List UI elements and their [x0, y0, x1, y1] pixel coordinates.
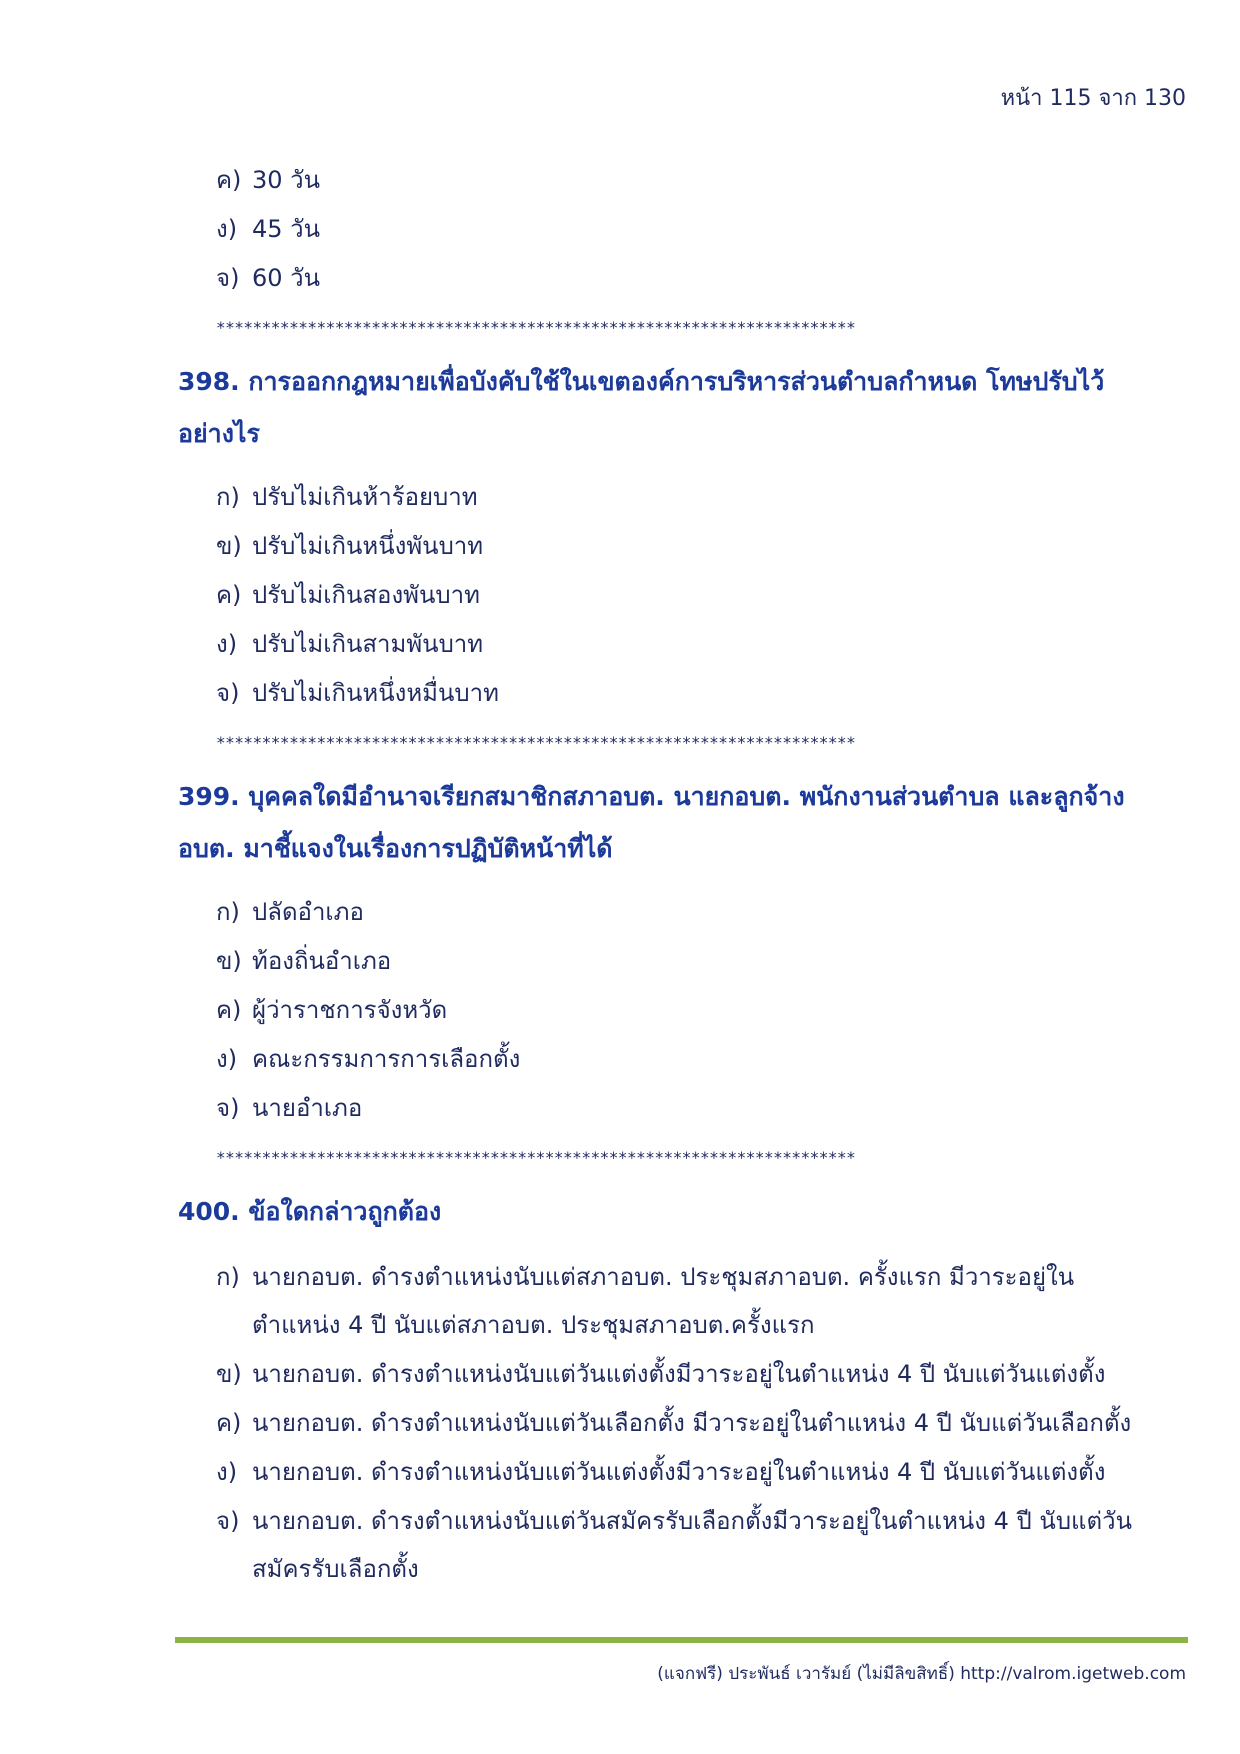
q400-choice-a: [216, 1253, 1186, 1349]
question-399-line1: 399. บุคคลใดมีอำนาจเรียกสมาชิกสภาอบต. นายกอบต. พนักงานส่วนตำบล และลูกจ้าง: [178, 782, 1125, 811]
choice-letter: ข): [216, 947, 242, 975]
choice-letter: ข): [216, 532, 242, 560]
choice-text: ปรับไม่เกินสามพันบาท: [252, 630, 484, 658]
q399-choice-b: [216, 937, 1186, 985]
question-400-line1: 400. ข้อใดกล่าวถูกต้อง: [178, 1197, 442, 1226]
question-400: [178, 1186, 1188, 1238]
choice-letter: ง): [216, 1458, 238, 1486]
q398-choice-d: [216, 620, 1186, 668]
separator: **********************************************************************: [216, 318, 856, 337]
choice-text-continued: ตำแหน่ง 4 ปี นับแต่สภาอบต. ประชุมสภาอบต.ครั้งแรก: [252, 1311, 815, 1339]
question-398-line1: 398. การออกกฎหมายเพื่อบังคับใช้ในเขตองค์การบริหารส่วนตำบลกำหนด โทษปรับไว้: [178, 367, 1105, 396]
q398-choice-c: [216, 571, 1186, 619]
q397-choice-c: [216, 156, 1186, 204]
question-398-line2: อย่างไร: [178, 419, 260, 448]
choice-text: คณะกรรมการการเลือกตั้ง: [252, 1045, 521, 1073]
choice-letter: ง): [216, 215, 238, 243]
choice-letter: ค): [216, 166, 242, 194]
choice-letter: ค): [216, 996, 242, 1024]
choice-text: นายอำเภอ: [252, 1094, 363, 1122]
page-number: หน้า 115 จาก 130: [1000, 86, 1186, 111]
choice-text: ปรับไม่เกินห้าร้อยบาท: [252, 483, 478, 511]
choice-letter: ง): [216, 630, 238, 658]
choice-text: ปรับไม่เกินหนึ่งหมื่นบาท: [252, 679, 499, 707]
choice-text: นายกอบต. ดำรงตำแหน่งนับแต่สภาอบต. ประชุมสภาอบต. ครั้งแรก มีวาระอยู่ใน: [252, 1263, 1075, 1291]
question-398: [178, 356, 1188, 460]
q399-choice-a: [216, 888, 1186, 936]
q398-choice-e: [216, 669, 1186, 717]
q400-choice-b: [216, 1350, 1186, 1398]
choice-text: นายกอบต. ดำรงตำแหน่งนับแต่วันแต่งตั้งมีวาระอยู่ในตำแหน่ง 4 ปี นับแต่วันแต่งตั้ง: [252, 1458, 1106, 1486]
separator: **********************************************************************: [216, 733, 856, 752]
choice-text: ท้องถิ่นอำเภอ: [252, 947, 392, 975]
choice-letter: ก): [216, 1263, 240, 1291]
choice-text-continued: สมัครรับเลือกตั้ง: [252, 1555, 419, 1583]
separator: **********************************************************************: [216, 1148, 856, 1167]
q399-choice-d: [216, 1035, 1186, 1083]
choice-text: นายกอบต. ดำรงตำแหน่งนับแต่วันแต่งตั้งมีวาระอยู่ในตำแหน่ง 4 ปี นับแต่วันแต่งตั้ง: [252, 1360, 1106, 1388]
choice-text: นายกอบต. ดำรงตำแหน่งนับแต่วันเลือกตั้ง มีวาระอยู่ในตำแหน่ง 4 ปี นับแต่วันเลือกตั้ง: [252, 1409, 1132, 1437]
choice-letter: ง): [216, 1045, 238, 1073]
choice-letter: ข): [216, 1360, 242, 1388]
q399-choice-c: [216, 986, 1186, 1034]
q399-choice-e: [216, 1084, 1186, 1132]
question-399: [178, 771, 1188, 875]
q398-choice-a: [216, 473, 1186, 521]
q398-choice-b: [216, 522, 1186, 570]
choice-letter: จ): [216, 264, 240, 292]
choice-text: 60 วัน: [252, 264, 321, 292]
choice-text: ปลัดอำเภอ: [252, 898, 364, 926]
choice-text: นายกอบต. ดำรงตำแหน่งนับแต่วันสมัครรับเลือกตั้งมีวาระอยู่ในตำแหน่ง 4 ปี นับแต่วัน: [252, 1507, 1132, 1535]
question-399-line2: อบต. มาชี้แจงในเรื่องการปฏิบัติหน้าที่ได้: [178, 834, 613, 863]
choice-letter: ค): [216, 1409, 242, 1437]
choice-text: ปรับไม่เกินสองพันบาท: [252, 581, 480, 609]
choice-text: 30 วัน: [252, 166, 321, 194]
choice-letter: ก): [216, 898, 240, 926]
choice-text: ปรับไม่เกินหนึ่งพันบาท: [252, 532, 484, 560]
choice-text: ผู้ว่าราชการจังหวัด: [252, 996, 448, 1024]
footer-credit: (แจกฟรี) ประพันธ์ เวารัมย์ (ไม่มีลิขสิทธิ์) http://valrom.igetweb.com: [657, 1664, 1186, 1684]
q397-choice-d: [216, 205, 1186, 253]
q400-choice-d: [216, 1448, 1186, 1496]
q400-choice-c: [216, 1399, 1186, 1447]
choice-letter: ก): [216, 483, 240, 511]
choice-letter: จ): [216, 1507, 240, 1535]
choice-letter: จ): [216, 679, 240, 707]
footer-divider: [175, 1637, 1188, 1643]
q400-choice-e: [216, 1497, 1186, 1593]
choice-text: 45 วัน: [252, 215, 321, 243]
q397-choice-e: [216, 254, 1186, 302]
choice-letter: ค): [216, 581, 242, 609]
choice-letter: จ): [216, 1094, 240, 1122]
